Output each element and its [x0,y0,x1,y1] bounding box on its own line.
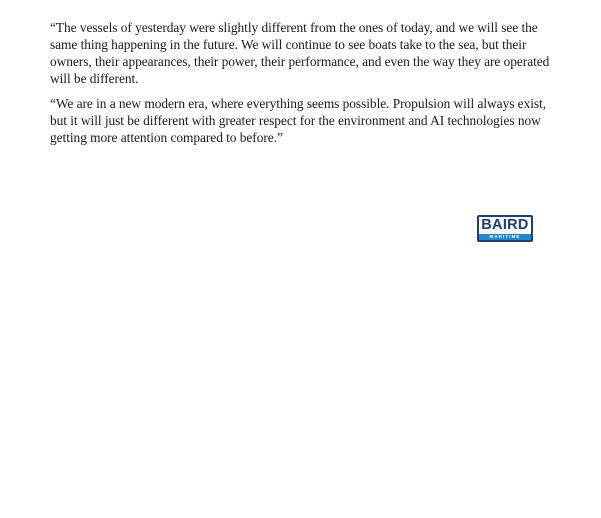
logo-sub-text: MARITIME [479,234,531,240]
article-body [50,19,550,154]
quote-paragraph-2: “We are in a new modern era, where everything seems possible. Propulsion will always exist, but it will just be different with greater respect for the environment and AI technologies now getting more attention compared to before.” [50,96,547,145]
quote-paragraph-1: “The vessels of yesterday were slightly different from the ones of today, and we will see the same thing happening in the future. We will continue to see boats take to the sea, but their owners, their appearances, their power, their performance, and even the way they are operated will be different. [50,20,550,86]
logo-main-text: BAIRD [481,217,529,233]
baird-maritime-logo [477,215,533,242]
